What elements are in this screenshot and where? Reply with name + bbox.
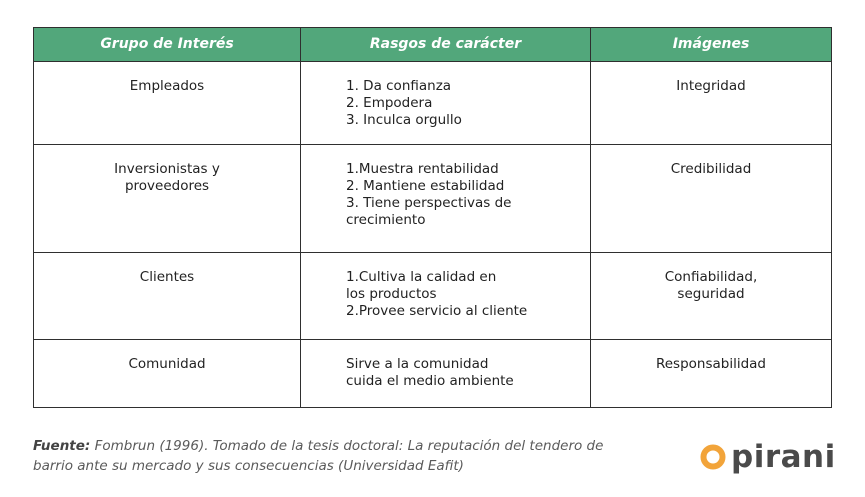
traits-cell <box>301 145 591 253</box>
table-row <box>34 145 832 253</box>
image-cell: Integridad <box>591 62 832 145</box>
trait-item: 1. Da confianza <box>346 78 452 94</box>
table-row <box>34 62 832 145</box>
trait-item: 2. Empodera <box>346 95 433 111</box>
group-cell: Clientes <box>34 253 301 340</box>
traits-cell <box>301 340 591 408</box>
logo-wordmark: pirani <box>731 439 836 475</box>
trait-item: cuida el medio ambiente <box>346 373 514 389</box>
group-cell: Comunidad <box>34 340 301 408</box>
header-grupo: Grupo de Interés <box>34 28 301 62</box>
header-rasgos: Rasgos de carácter <box>301 28 591 62</box>
reputation-table <box>33 27 832 408</box>
pirani-logo <box>700 440 836 474</box>
table-row <box>34 253 832 340</box>
traits-cell <box>301 253 591 340</box>
image-label: Confiabilidad, seguridad <box>664 269 758 302</box>
trait-item: 1.Muestra rentabilidad <box>346 161 499 177</box>
image-cell: Responsabilidad <box>591 340 832 408</box>
reputation-table-container <box>33 27 832 408</box>
trait-item: 3. Tiene perspectivas de crecimiento <box>346 195 512 228</box>
traits-cell <box>301 62 591 145</box>
trait-item: 2.Provee servicio al cliente <box>346 303 528 319</box>
trait-item: 1.Cultiva la calidad en los productos <box>346 269 497 302</box>
table-row <box>34 340 832 408</box>
pirani-ring-icon <box>700 444 726 470</box>
group-cell: Empleados <box>34 62 301 145</box>
header-imagenes: Imágenes <box>591 28 832 62</box>
group-cell <box>34 145 301 253</box>
source-label: Fuente: <box>33 438 91 454</box>
trait-item: Sirve a la comunidad <box>346 356 489 372</box>
image-cell <box>591 253 832 340</box>
trait-item: 3. Inculca orgullo <box>346 112 462 128</box>
image-cell: Credibilidad <box>591 145 832 253</box>
group-label: Inversionistas y proveedores <box>114 161 220 194</box>
trait-item: 2. Mantiene estabilidad <box>346 178 505 194</box>
source-note <box>33 436 633 476</box>
table-header-row <box>34 28 832 62</box>
source-text: Fombrun (1996). Tomado de la tesis doctoral: La reputación del tendero de barrio ante su mercado y sus consecuencias (Universidad Eafit) <box>33 438 604 474</box>
